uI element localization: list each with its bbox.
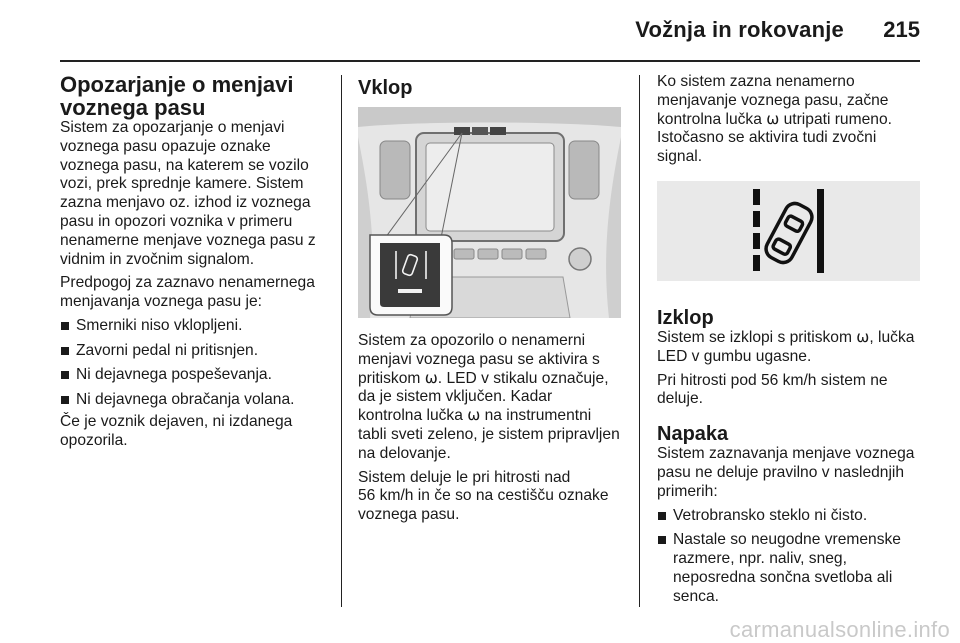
list-item: Smerniki niso vklopljeni. <box>60 317 330 336</box>
paragraph-prerequisite: Predpogoj za zaznavo nenamernega menjavanja voznega pasu je: <box>60 274 315 311</box>
paragraph-fault: Sistem zaznavanja menjave voznega pasu ne deluje pravilno v naslednjih primerih: <box>657 445 915 500</box>
page-number: 215 <box>883 17 920 42</box>
section-heading-izklop: Izklop <box>657 306 714 329</box>
paragraph-driver-active: Če je voznik dejaven, ni izdanega opozorila. <box>60 413 293 450</box>
column-divider-1 <box>341 75 342 607</box>
paragraph-low-speed: Pri hitrosti pod 56 km/h sistem ne deluje. <box>657 371 888 408</box>
prerequisite-list <box>60 317 330 410</box>
page-header-title: Vožnja in rokovanje <box>635 17 844 42</box>
paragraph-activation: Sistem za opozorilo o nenamerni menjavi voznega pasu se aktivira s pritiskom ⍵. LED v stikalu označuje, da je sistem vključen. Kadar kontrolna lučka ⍵ na instrumentni tabli sveti zeleno, je sistem pripravljen na delovanje. <box>358 332 620 462</box>
paragraph-deactivation: Sistem se izklopi s pritiskom ⍵, lučka LED v gumbu ugasne. <box>657 328 915 365</box>
column-divider-2 <box>639 75 640 607</box>
column-2 <box>358 73 628 530</box>
paragraph-intro: Sistem za opozarjanje o menjavi voznega pasu opazuje oznake voznega pasu, na katerem se vozilo vozi, prek sprednje kamere. Sistem zazna menjavo oz. izhod iz voznega pasu in opozori voznika v primeru nenamerne menjave voznega pasu z vidnim in zvočnim signalom. <box>60 119 316 268</box>
paragraph-detection: Ko sistem zazna nenamerno menjavanje voznega pasu, začne kontrolna lučka ⍵ utripati rumeno. Istočasno se aktivira tudi zvočni signal. <box>657 73 892 166</box>
list-item: Nastale so neugodne vremenske razmere, npr. naliv, sneg, neposredna sončna svetloba ali senca. <box>657 531 927 606</box>
lane-departure-icon <box>657 181 920 281</box>
list-item: Vetrobransko steklo ni čisto. <box>657 507 927 526</box>
column-1 <box>60 73 330 456</box>
section-heading-lane-departure: Opozarjanje o menjavi voznega pasu <box>60 72 294 120</box>
paragraph-speed-condition: Sistem deluje le pri hitrosti nad 56 km/h in če so na cestišču oznake voznega pasu. <box>358 468 609 524</box>
column-3 <box>657 73 927 612</box>
list-item: Zavorni pedal ni pritisnjen. <box>60 342 330 361</box>
dashboard-button-illustration <box>358 107 621 318</box>
section-heading-vklop: Vklop <box>358 77 413 99</box>
list-item: Ni dejavnega pospeševanja. <box>60 366 330 385</box>
header-rule <box>60 60 920 62</box>
list-item: Ni dejavnega obračanja volana. <box>60 391 330 410</box>
watermark: carmanualsonline.info <box>729 617 950 642</box>
fault-list <box>657 507 927 607</box>
section-heading-napaka: Napaka <box>657 423 729 446</box>
